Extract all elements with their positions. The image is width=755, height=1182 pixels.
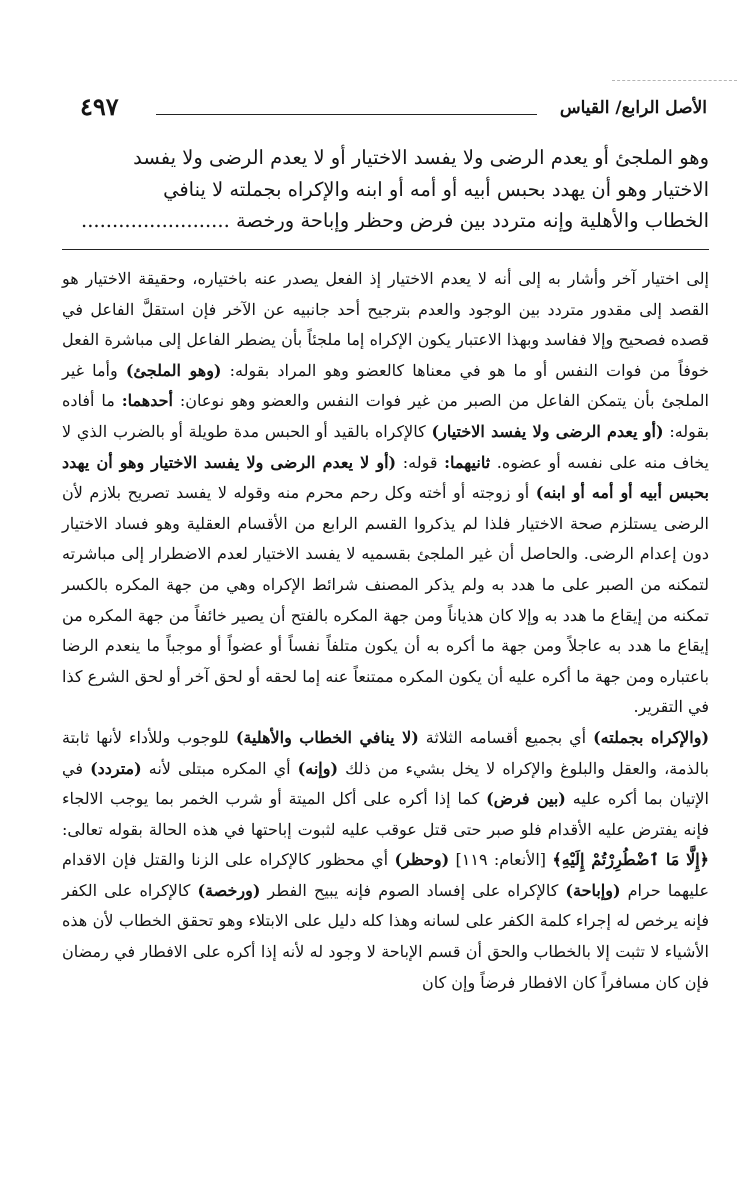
- matn-line: وهو الملجئ أو يعدم الرضى ولا يفسد الاختيار أو لا يعدم الرضى ولا يفسد: [133, 146, 709, 169]
- matn-quote: (وإنه): [297, 758, 339, 778]
- sharh-run: أو زوجته أو أخته وكل رحم محرم منه وقوله لا يفسد تصريح بلازم لأن الرضى يستلزم صحة الاختيار فلذا لم يذكروا القسم الرابع من الأقسام العقلية وهو فساد الاختيار دون إعدام الرضى. والحاصل أن غير الملجئ بقسميه لا يفسد الاختيار لعدم الاضطرار إلى مباشرته لتمكنه من الصبر على ما هدد به ولم يذكر المصنف شرائط الإكراه وهي من جهة المكره بالكسر تمكنه من إيقاع ما هدد به وإلا كان هذياناً ومن جهة المكره بالفتح أن يصير خائفاً من جهة المكره من إيقاع ما هدد به عاجلاً ومن جهة ما أكره به أن يكون متلفاً نفساً أو عضواً أو موجباً ما ينعدم الرضا باعتباره ومن جهة ما أكره عليه أن يكون المكره ممتنعاً عنه إما لحقه أو لحق آخر أو لحق الشرع كذا في التقرير.: [62, 483, 709, 717]
- sharh-run: كالإكراه على إفساد الصوم فإنه يبيح الفطر: [260, 880, 566, 900]
- sharh-paragraph: [62, 723, 709, 998]
- matn-quote: (متردد): [90, 758, 142, 778]
- sharh-run: [الأنعام: ١١٩]: [449, 850, 553, 870]
- sharh-run: للوجوب وللأداء لأنها ثابتة بالذمة، والعقل والبلوغ والإكراه لا يخل بشيء من ذلك: [62, 727, 709, 778]
- sharh-text: [62, 264, 709, 998]
- sharh-run: أي المكره مبتلى لأنه: [141, 758, 298, 778]
- sharh-run: قوله:: [396, 452, 445, 472]
- sharh-run: وأما غير الملجئ بأن يتمكن الفاعل من الصبر من غير فوات النفس والعضو وهو نوعان:: [62, 360, 709, 411]
- matn-quote: ﴿إِلَّا مَا ٱضْطُرِرْتُمْ إِلَيْهِ﴾: [552, 850, 710, 870]
- header-decoration: [612, 80, 737, 81]
- header-rule: [156, 114, 537, 115]
- matn-quote: (ورخصة): [197, 880, 261, 900]
- page-number: ٤٩٧: [80, 92, 119, 121]
- matn-quote: (وهو الملجئ): [125, 360, 222, 380]
- matn-quote: أحدهما:: [121, 391, 173, 411]
- matn-text: [62, 142, 709, 237]
- sharh-run: ما أفاده بقوله:: [62, 391, 709, 441]
- sharh-run: أي بجميع أقسامه الثلاثة: [418, 727, 594, 747]
- sharh-run: كما إذا أكره على أكل الميتة أو شرب الخمر بما يوجب الالجاء فإنه يفترض عليه الأقدام فلو صبر حتى قتل عوقب عليه لثبوت إباحتها في هذه الحالة بقوله تعالى:: [62, 789, 709, 839]
- matn-line: الاختيار وهو أن يهدد بحبس أبيه أو أمه أو ابنه والإكراه بجملته لا ينافي: [163, 177, 709, 201]
- running-title: الأصل الرابع/ القياس: [559, 98, 707, 118]
- sharh-run: أي محظور كالإكراه على الزنا والقتل فإن الاقدام عليهما حرام: [62, 850, 709, 900]
- matn-quote: (بين فرض): [486, 789, 566, 809]
- sharh-run: كالإكراه بالقيد أو الحبس مدة طويلة أو بالضرب الذي لا يخاف منه على نفسه أو عضوه.: [62, 421, 710, 472]
- matn-sharh-separator: [62, 249, 709, 250]
- matn-quote: (أو يعدم الرضى ولا يفسد الاختيار): [431, 421, 664, 441]
- matn-quote: (والإكراه بجملته): [593, 727, 710, 747]
- matn-quote: (وإباحة): [565, 880, 621, 900]
- matn-quote: (لا ينافي الخطاب والأهلية): [235, 727, 419, 747]
- matn-quote: ثانيهما:: [444, 452, 491, 472]
- sharh-run: إلى اختيار آخر وأشار به إلى أنه لا يعدم الاختيار إذ الفعل يصدر عنه باختياره، وحقيقة الاختيار هو القصد إلى مقدور متردد بين الوجود والعدم بترجيح أحد جانبيه عن الآخر فإن استقلَّ الفاعل في قصده فصحيح وإلا ففاسد وبهذا الاعتبار يكون الإكراه إما ملجئاً بأن يضطر الفاعل إلى مباشرة الفعل خوفاً من فوات النفس أو ما هو في معناها كالعضو وهو المراد بقوله:: [62, 269, 710, 380]
- matn-quote: (وحظر): [394, 850, 450, 870]
- sharh-run: في الإتيان بما أكره عليه: [62, 758, 709, 809]
- sharh-paragraph: [62, 264, 709, 723]
- page-header: [80, 92, 707, 126]
- matn-quote: (أو لا يعدم الرضى ولا يفسد الاختيار وهو أن يهدد بحبس أبيه أو أمه أو ابنه): [62, 452, 709, 503]
- matn-line: الخطاب والأهلية وإنه متردد بين فرض وحظر وإباحة ورخصة ........................: [81, 209, 709, 232]
- sharh-run: كالإكراه على الكفر فإنه يرخص له إجراء كلمة الكفر على لسانه وهذا كله دليل على الابتلاء وهو تحقق الخطاب لأن هذه الأشياء لا تثبت إلا بالخطاب والحق أن قسم الإباحة لا وجود له لأنه إذا أكره على الافطار في رمضان فإن كان مسافراً كان الافطار فرضاً وإن كان: [62, 880, 709, 992]
